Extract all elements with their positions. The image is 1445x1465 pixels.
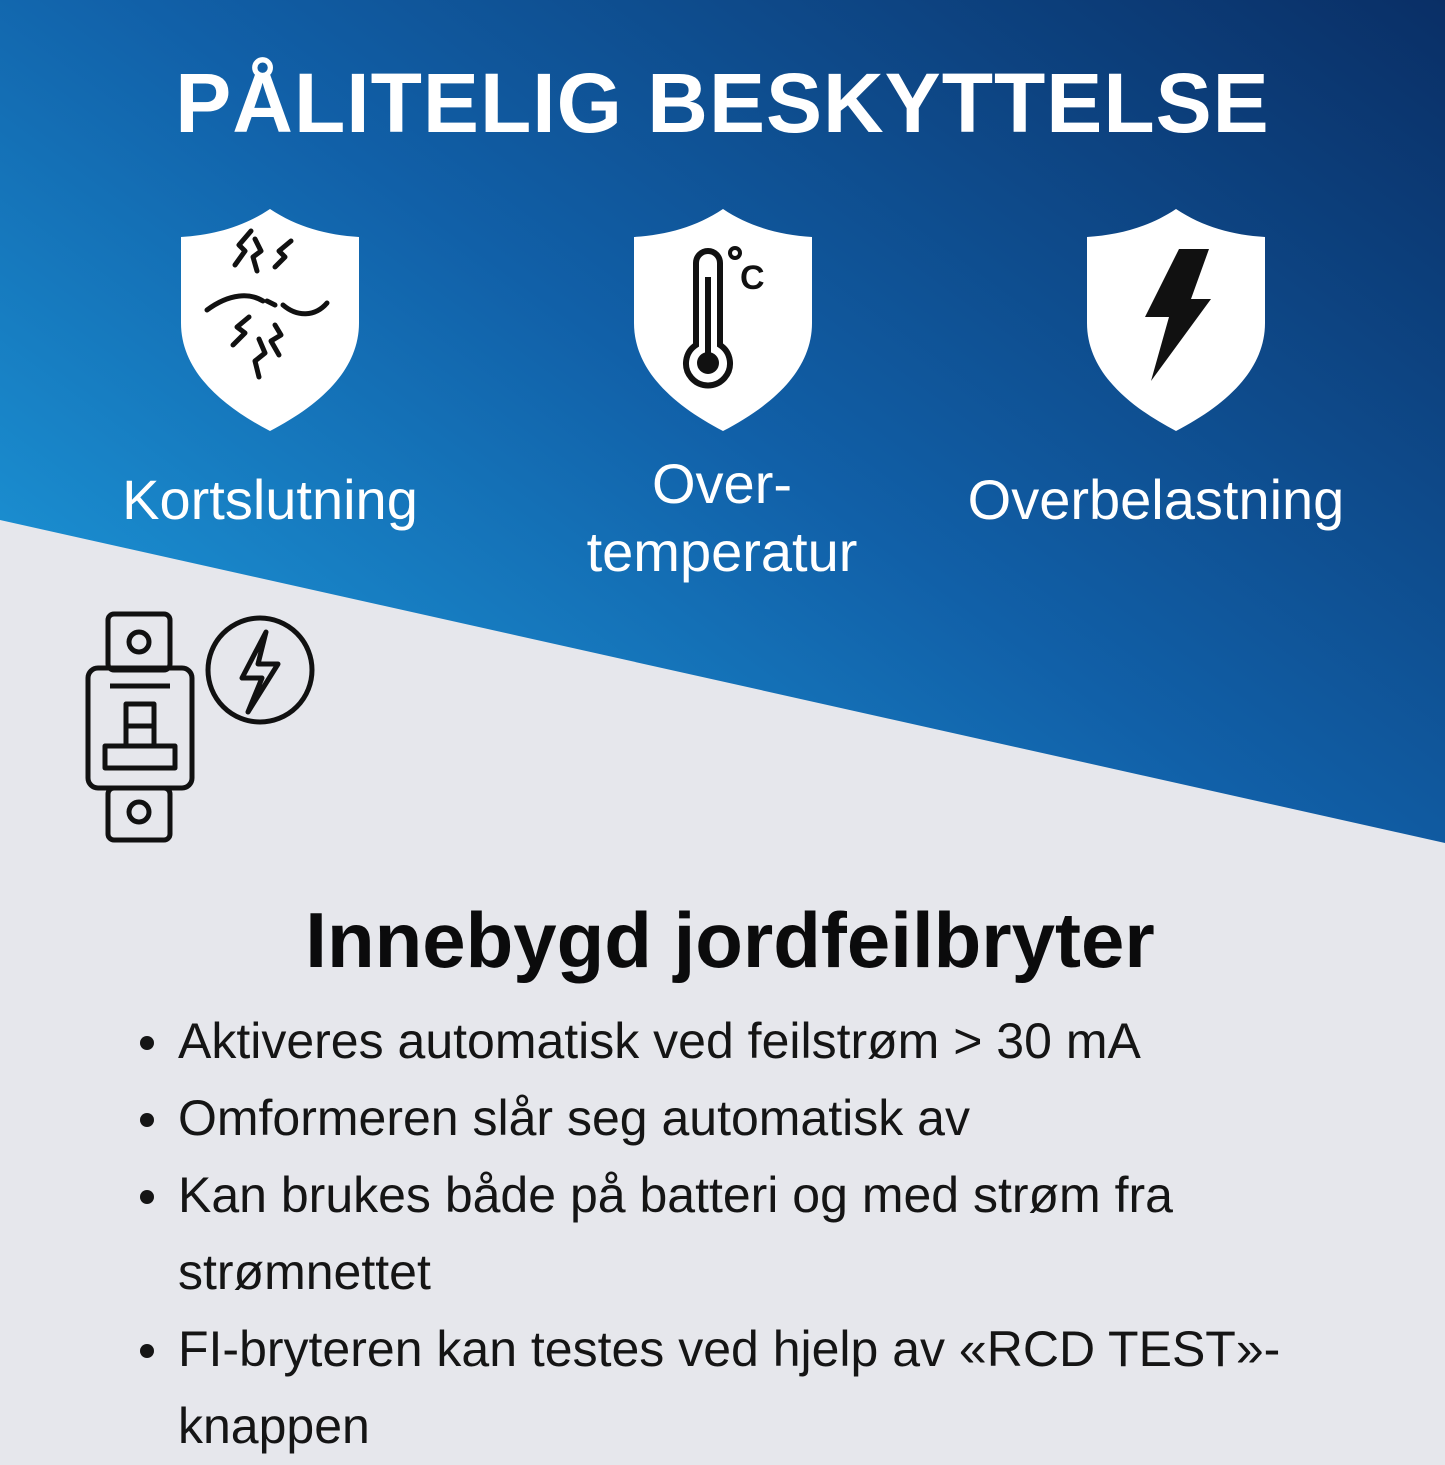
feature-list: [130, 1003, 1390, 1465]
short-circuit-shield-icon: [175, 205, 365, 435]
lightning-shield-icon: [1081, 205, 1271, 435]
svg-text:C: C: [740, 259, 765, 297]
feature-label-overbelastning: Overbelastning: [967, 468, 1345, 531]
list-item: Kan brukes både på batteri og med strøm fra strømnettet: [130, 1157, 1390, 1311]
feature-label-line1: Over-: [652, 452, 792, 515]
list-item: FI-bryteren kan testes ved hjelp av «RCD TEST»-knappen: [130, 1311, 1390, 1465]
feature-label-line2: temperatur: [586, 520, 858, 583]
feature-label-kortslutning: Kortslutning: [122, 468, 418, 531]
thermometer-shield-icon: [628, 205, 818, 435]
section-heading: Innebygd jordfeilbryter: [305, 896, 1155, 984]
page-title: PÅLITELIG BESKYTTELSE: [175, 56, 1270, 150]
circuit-breaker-icon: [80, 608, 320, 848]
feature-label-overtemperatur: [512, 450, 932, 586]
list-item: Aktiveres automatisk ved feilstrøm > 30 mA: [130, 1003, 1390, 1080]
list-item: Omformeren slår seg automatisk av: [130, 1080, 1390, 1157]
